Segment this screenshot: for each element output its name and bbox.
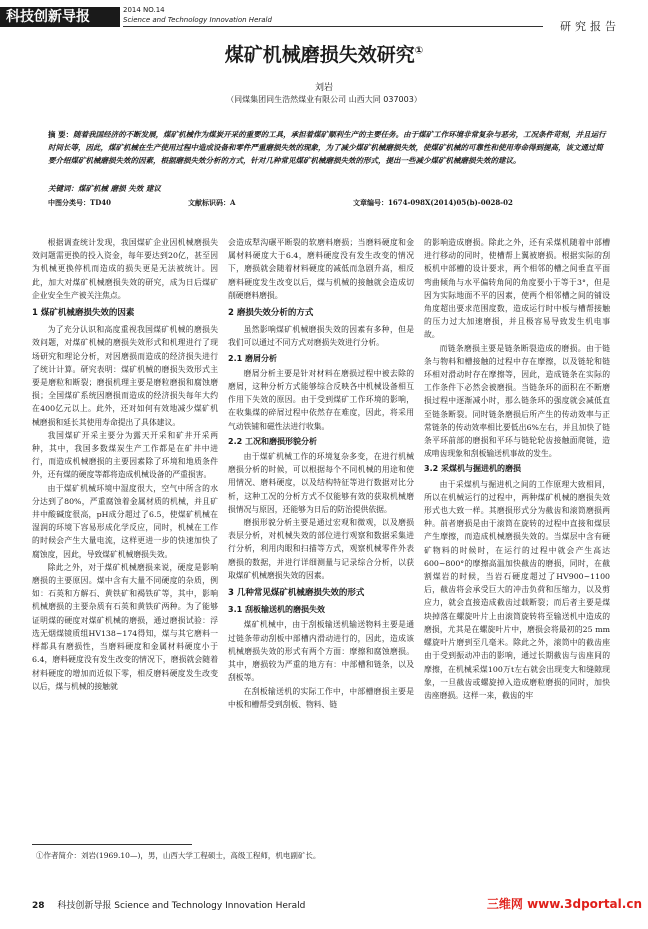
header-rule — [123, 26, 543, 27]
section-2-2-paragraph: 由于煤矿机械工作的环境复杂多变，在进行机械磨损分析的时候，可以根据每个不同机械的用途和使用情况、磨料硬度，以及结构特征等进行数据对比分析，这种工况的分析方式不仅能够有效的获取机械磨损情况与原因，还能够为日后的防治提供依据。 — [228, 452, 414, 514]
section-2-2-heading: 2.2 工况和磨损形貌分析 — [228, 436, 317, 446]
keywords — [48, 183, 608, 194]
footer-journal: 科技创新导报 Science and Technology Innovation Herald — [57, 901, 306, 911]
page-footer — [32, 898, 305, 911]
abstract-text: 随着我国经济的不断发展，煤矿机械作为煤炭开采的重要的工具，承担着煤矿顺利生产的主要任务。由于煤矿工作环境非常复杂与恶劣，工况条件苛刻，并且运行时间长等，因此，煤矿机械在生产使用过程中造成设备和零件严重磨损失效的现象，为了减少煤矿机械磨损失效，使煤矿机械的可靠性和使用寿命得到提高，该文通过简要介绍煤矿机械磨损失效的因素，根据磨损失效分析的方式，针对几种常见煤矿机械磨损失效的形式，提出一些减少煤矿机械磨损失效的建议。 — [48, 130, 606, 165]
journal-logo: 科技创新导报 — [0, 7, 120, 27]
footnote: ①作者简介：刘岩(1969.10—)，男，山西大学工程硕士，高级工程师，机电副矿长。 — [36, 851, 321, 860]
article-title-text: 煤矿机械磨损失效研究 — [224, 44, 415, 66]
abstract-label: 摘 要： — [48, 130, 74, 139]
affiliation: （同煤集团同生浩然煤业有限公司 山西大同 037003） — [226, 95, 422, 104]
continued-paragraph: 的影响造成磨损。除此之外，还有采煤机随着中部槽进行移动的同时，使槽帮上翼被磨损。根据实际的刮板机中部槽的设计要求，两个相邻的槽之间垂直平面弯曲倾角与水平偏转角间的角度要小于等于3°，但是因为实际地面不平的因素，使两个相邻槽之间的铺设角度超出要求范围度数，造成运行时中板与槽帮接触的压力过大加速磨损，并且极容易导致发生机电事故。 — [424, 238, 610, 340]
section-1-paragraph: 由于煤矿机械环境中湿度很大，空气中所含的水分达到了80%，严重腐蚀着金属材质的机械，并且矿井中酸碱度很高，pH成分超过了6.5，使煤矿机械在湿润的环境下容易形成化学反应，同时，机械在工作的时候会产生大量电流，这样更进一步的快速加快了腐蚀度，因此，导致煤矿机械磨损失效。 — [32, 483, 218, 559]
abstract — [48, 128, 608, 167]
page-number: 28 — [32, 901, 45, 911]
section-1-paragraph: 为了充分认识和高度重视我国煤矿机械的磨损失效问题，对煤矿机械的磨损失效形式和机理进行了现场研究和理论分析，对因磨损而造成的经济损失进行了统计计算。研究表明：煤矿机械的磨损失效形式主要是磨粒和断裂；磨损机理主要是磨粒磨损和腐蚀磨损；全国煤矿系统因磨损而造成的经济损失每年大约在400亿元以上。此外，还对如何有效地减少煤矿机械磨损和延长其使用寿命提出了具体建议。 — [32, 325, 218, 427]
section-3-1-paragraph: 煤矿机械中，由于刮板输送机输送物料主要是通过链条带动刮板中部槽内滑动进行的，因此，造成该机械磨损失效的形式有两个方面：摩擦和腐蚀磨损。其中，磨损较为严重的地方有：中部槽和链条，以及刮板等。 — [228, 620, 414, 683]
section-3-2-heading: 3.2 采煤机与掘进机的磨损 — [424, 464, 521, 474]
column-1 — [32, 236, 218, 836]
keywords-label: 关键词： — [48, 184, 78, 193]
intro-paragraph: 根据调查统计发现，我国煤矿企业因机械磨损失效问题需更换的投入资金，每年要达到20亿，甚至因为机械更换停机而造成的损失更是无法被统计。因此，加大对煤矿机械磨损失效的研究，成为日后煤矿企业安全生产被关注焦点。 — [32, 238, 218, 300]
section-3-heading: 3 几种常见煤矿机械磨损失效的形式 — [228, 588, 365, 599]
journal-english-name: Science and Technology Innovation Herald — [123, 16, 272, 24]
section-2-1-paragraph: 磨屑分析主要是针对材料在磨损过程中被去除的磨屑，这种分析方式能够综合反映各中机械设备相互作用下失效的原因。由于受到煤矿工作环境的影响，在收集煤的碎屑过程中依然存在难度，因此，将采用气动铁铺和磁性法进行收集。 — [228, 368, 414, 431]
column-2 — [228, 236, 414, 836]
page-header — [0, 0, 648, 34]
clc-number: 中图分类号：TD40 — [48, 198, 112, 207]
author: 刘岩 — [314, 83, 333, 93]
section-1-heading: 1 煤矿机械磨损失效的因素 — [32, 308, 135, 319]
column-3 — [424, 236, 610, 836]
title-footnote-mark: ① — [414, 45, 424, 57]
section-3-2-paragraph: 由于采煤机与掘进机之间的工作原理大致相同，所以在机械运行的过程中，两种煤矿机械的磨损失效形式也大致一样。其磨损形式分为截齿和滚筒磨损两种。前者磨损是由于滚筒在旋转的过程中直接和煤层产生摩擦，而造成机械磨损失效的。当煤层中含有硬矿物料的时候时，在运行的过程中就会产生高达600~800°的摩擦高温加快截齿的磨损，同时，在截割煤岩的时候，当岩石硬度超过了HV900~1100后，截齿将会承受巨大的冲击负荷和压缩力，以及剪应力，就会直接造成截齿过载断裂；而后者主要是煤块掉落在螺旋叶片上由滚筒旋转将至输送机中造成的磨损，尤其是在螺旋叶片中，磨损会将最初的25 mm螺旋叶片磨到至几毫米。除此之外，滚筒中的截齿座由于受到振动冲击的影响，通过长期截齿与齿座间的摩擦，在机械采煤100万t左右就会出现变大和缝隙现象，一旦截齿或螺旋掉入造成磨粒磨损的同时，加快齿座磨损。这样一来，截齿的牢 — [424, 479, 610, 700]
section-2-paragraph: 虽然影响煤矿机械磨损失效的因素有多种，但是我们可以通过不同方式对磨损失效进行分析。 — [228, 325, 414, 348]
section-1-paragraph: 我国煤矿开采主要分为露天开采和矿井开采两种，其中，我国多数煤炭生产工作都是在矿井中进行，而造成机械磨损的主要因素除了环境和地质条件外，还有煤的硬度等都将造成机械设备的严重损害。 — [32, 430, 218, 480]
article-number: 文章编号：1674-098X(2014)05(b)-0028-02 — [353, 198, 513, 207]
continued-paragraph: 会造成犁沟碾平断裂的软磨料磨损；当磨料硬度和金属材料硬度大于6.4，磨料硬度没有发生改变的情况下，磨损就会随着材料硬度的减低而急剧升高，相反磨料硬度发生改变以后，煤与机械的接触就会造成切削硬磨料磨损。 — [228, 238, 414, 300]
section-label: 研究报告 — [560, 20, 620, 33]
section-3-1-paragraph: 在刮板输送机的实际工作中，中部槽磨损主要是中板和槽帮受到刮板、物料、链 — [228, 686, 414, 709]
footnote-rule — [32, 844, 192, 845]
keywords-text: 煤矿机械 磨损 失效 建议 — [78, 184, 161, 193]
section-3-1-heading: 3.1 刮板输送机的磨损失效 — [228, 605, 325, 615]
section-3-1-paragraph: 而链条磨损主要是链条断裂造成的磨损。由于链条与物料和槽接触的过程中存在摩擦，以及链轮和链环相对滑动时存在摩擦等，因此，造成链条在实际的工作条件下必然会被磨损。当链条环的面积在不断磨损过程中逐渐减小时，那么链条环的强度就会减低直至链条断裂。同时链条磨损后所产生的传动效率与正常链条的传动效率相比要低出6%左右，并且加快了链条平环前部的磨损和平环与链轮轮齿接触面爬链，造成啃齿现象和刮板输送机事故的发生。 — [424, 343, 610, 459]
section-2-1-heading: 2.1 磨屑分析 — [228, 353, 277, 363]
document-code: 文献标识码：A — [188, 198, 236, 207]
issue-number: 2014 NO.14 — [123, 6, 165, 14]
section-1-paragraph: 除此之外，对于煤矿机械磨损来说，硬度是影响磨损的主要原因。煤中含有大量不同硬度的杂质，例如：石英和方解石、黄铁矿和褐铁矿等，其中，影响机械磨损的主要杂质有石英和黄铁矿两种。为了能够证明煤的硬度对煤矿机械的磨损，通过磨损试验：浮选无烟煤镜质组HV138~174得知，煤与其它磨料一样都具有磨损性，当磨料硬度和金属材料硬度小于6.4，磨料硬度没有发生改变的情况下，磨损就会随着材料硬度的增加而近似下零，相反磨料硬度发生改变以后，煤与机械的接触就 — [32, 562, 218, 691]
article-title — [0, 40, 648, 67]
section-2-2-paragraph: 磨损形貌分析主要是通过宏观和微观，以及磨损表层分析，对机械失效的部位进行观察和数据采集进行分析，利用肉眼和扫描等方式，观察机械零件外表磨损的数据，并进行详细测量与记录综合分析，以获取煤矿机械磨损失效的因素。 — [228, 518, 414, 580]
watermark: 三维网 www.3dportal.cn — [486, 897, 642, 911]
section-2-heading: 2 磨损失效分析的方式 — [228, 308, 314, 319]
